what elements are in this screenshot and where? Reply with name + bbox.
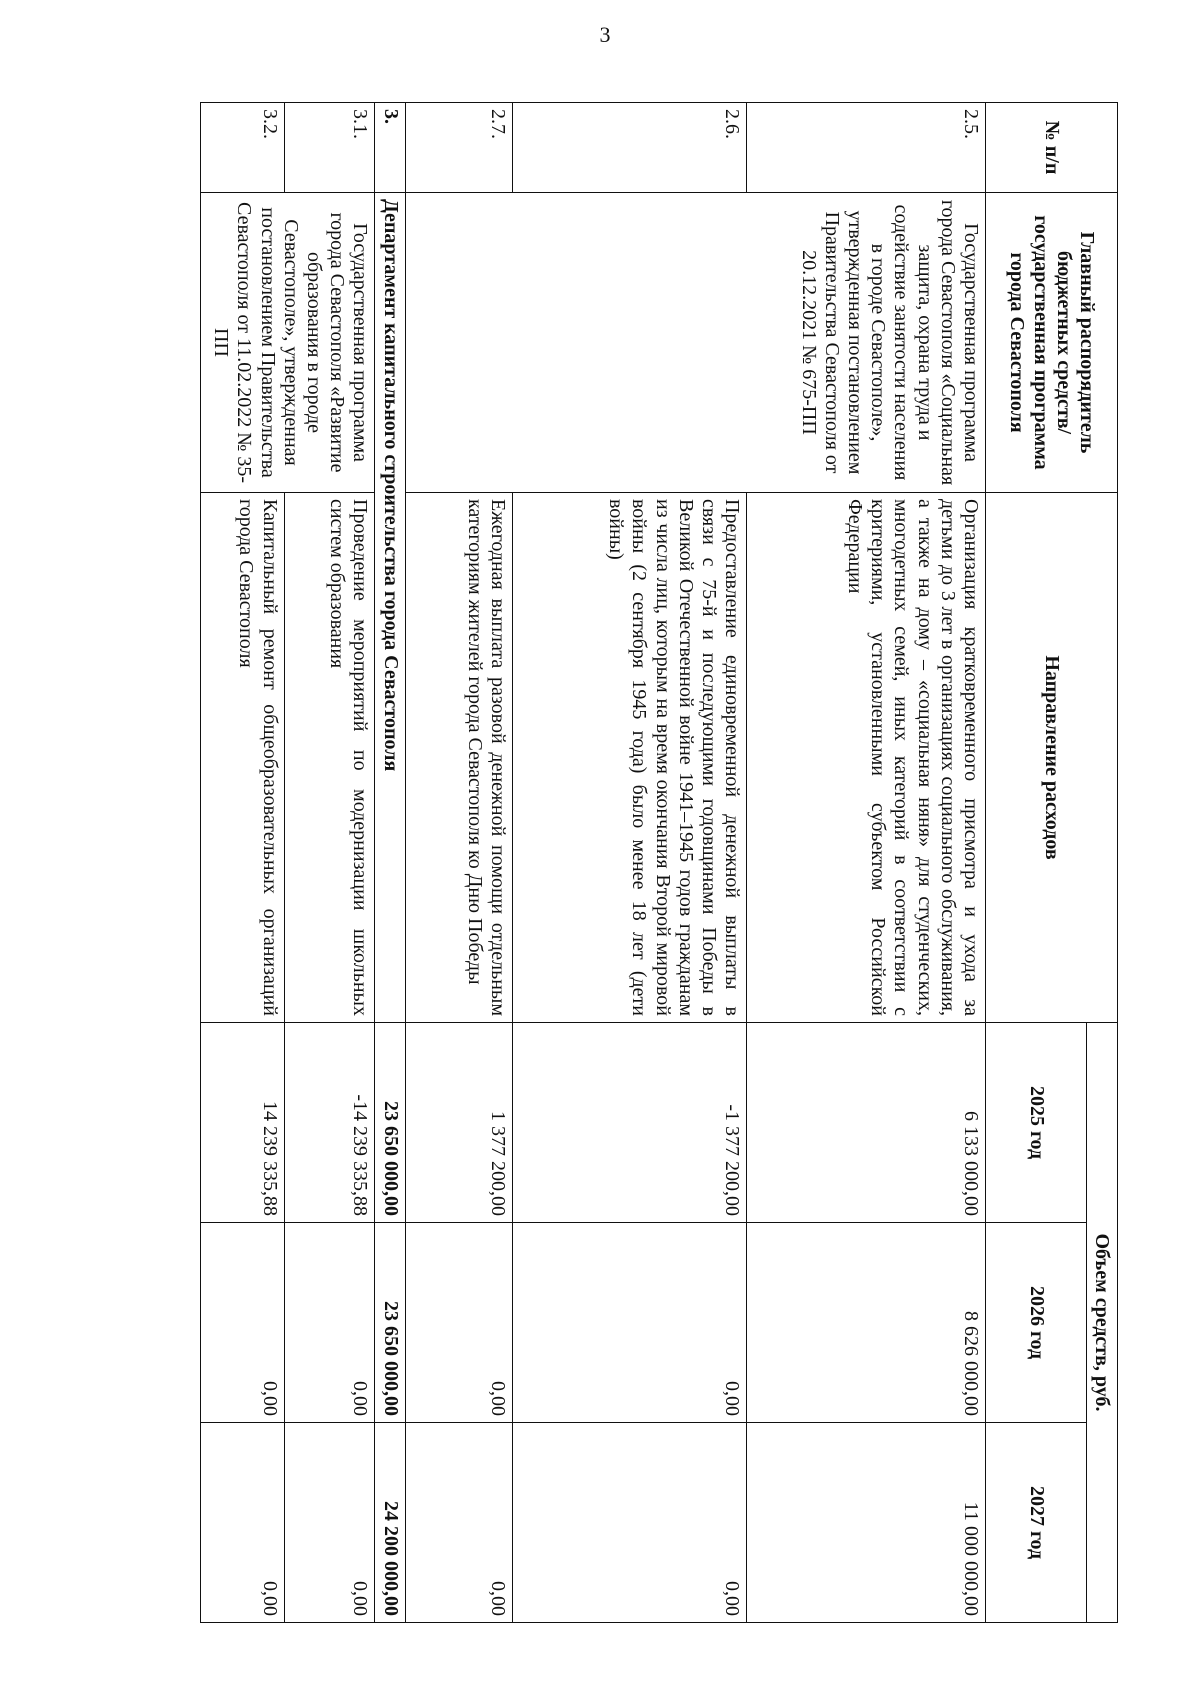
row-2027: 11 000 000,00 [747, 1423, 986, 1623]
row-2026: 0,00 [284, 1223, 375, 1423]
department-2027: 24 200 000,00 [375, 1423, 406, 1623]
header-program: Главный распорядитель бюджетных средств/государственная программа города Севастополя [986, 193, 1118, 493]
row-2027: 0,00 [284, 1423, 375, 1623]
row-2027: 0,00 [201, 1423, 285, 1623]
row-2025: 1 377 200,00 [406, 1023, 513, 1223]
header-volume: Объем средств, руб. [1086, 1023, 1117, 1623]
row-direction: Капитальный ремонт общеобразовательных организаций города Севастополя [201, 493, 285, 1023]
rotated-table-wrapper [200, 102, 1118, 1622]
row-2025: -1 377 200,00 [513, 1023, 747, 1223]
row-2026: 0,00 [513, 1223, 747, 1423]
row-num: 2.7. [406, 103, 513, 193]
row-num: 3.2. [201, 103, 285, 193]
department-row [375, 103, 406, 1623]
row-2027: 0,00 [513, 1423, 747, 1623]
row-2025: -14 239 335,88 [284, 1023, 375, 1223]
row-2026: 0,00 [201, 1223, 285, 1423]
row-2026: 8 626 000,00 [747, 1223, 986, 1423]
header-direction: Направление расходов [986, 493, 1118, 1023]
header-num: № п/п [986, 103, 1118, 193]
row-num: 2.5. [747, 103, 986, 193]
row-direction: Организация кратковременного присмотра и ухода за детьми до 3 лет в организациях социального обслуживания, а также на дому – «социальная няня» для студенческих, многодетных семей, иных категорий в соответствии с критериями, установленными субъектом Российской Федерации [747, 493, 986, 1023]
row-direction: Предоставление единовременной денежной выплаты в связи с 75-й и последующими годовщинами Победы в Великой Отечественной войне 1941–1945 годов гражданам из числа лиц, которым на время окончания Второй мировой войны (2 сентября 1945 года) было менее 18 лет (дети войны) [513, 493, 747, 1023]
header-2026: 2026 год [986, 1223, 1087, 1423]
row-2025: 14 239 335,88 [201, 1023, 285, 1223]
department-2025: 23 650 000,00 [375, 1023, 406, 1223]
header-2025: 2025 год [986, 1023, 1087, 1223]
row-direction: Ежегодная выплата разовой денежной помощи отдельным категориям жителей города Севастополя ко Дню Победы [406, 493, 513, 1023]
table-row [747, 103, 986, 1623]
row-2027: 0,00 [406, 1423, 513, 1623]
budget-table [200, 102, 1118, 1623]
department-2026: 23 650 000,00 [375, 1223, 406, 1423]
row-program: Государственная программа города Севастополя «Развитие образования в городе Севастополе», утвержденная постановлением Правительства Севастополя от 11.02.2022 № 35-ПП [201, 193, 375, 493]
department-name: Департамент капитального строительства города Севастополя [375, 193, 406, 1023]
header-row-1 [1086, 103, 1117, 1623]
row-program: Государственная программа города Севастополя «Социальная защита, охрана труда и содействие занятости населения в городе Севастополе», утвержденная постановлением Правительства Севастополя от 20.12.2021 № 675-ПП [406, 193, 986, 493]
row-num: 2.6. [513, 103, 747, 193]
row-2025: 6 133 000,00 [747, 1023, 986, 1223]
header-2027: 2027 год [986, 1423, 1087, 1623]
table-row [284, 103, 375, 1623]
row-2026: 0,00 [406, 1223, 513, 1423]
row-direction: Проведение мероприятий по модернизации школьных систем образования [284, 493, 375, 1023]
row-num: 3.1. [284, 103, 375, 193]
department-num: 3. [375, 103, 406, 193]
page-number: 3 [599, 22, 611, 47]
